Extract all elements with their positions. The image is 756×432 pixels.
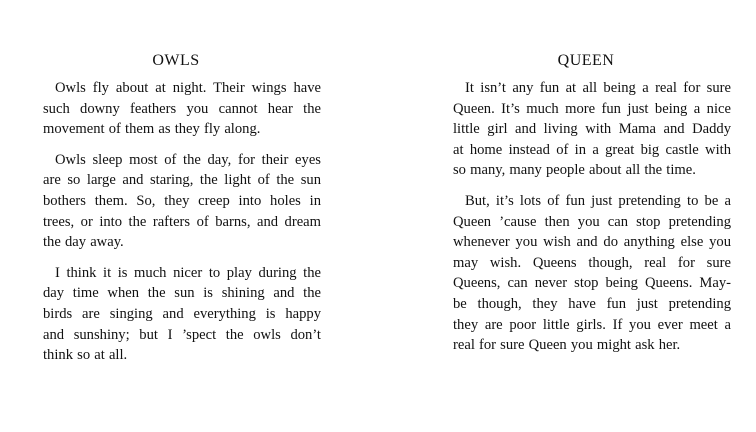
owls-paragraph-1 xyxy=(31,78,321,140)
text-line: But, it’s lots of fun just pretending to be a xyxy=(465,192,731,209)
text-line: are so large and staring, the light of the sun xyxy=(43,172,321,189)
text-line: may wish. Queens though, real for sure xyxy=(453,254,731,271)
text-line: so many, many people about all the time. xyxy=(453,162,696,179)
queen-title: QUEEN xyxy=(557,52,615,69)
right-column xyxy=(441,52,731,366)
queen-paragraph-2 xyxy=(441,191,731,356)
left-column xyxy=(31,52,321,376)
text-line: think so at all. xyxy=(43,347,128,364)
text-line: Queens, can never stop being Queens. May- xyxy=(453,275,731,292)
queen-paragraph-1 xyxy=(441,78,731,181)
text-line: I think it is much nicer to play during the xyxy=(55,264,321,281)
text-line: real for sure Queen you might ask her. xyxy=(453,337,681,354)
text-line: they are poor little girls. If you ever meet a xyxy=(453,316,731,333)
text-line: be though, they have fun just pretending xyxy=(453,295,731,312)
text-line: movement of them as they fly along. xyxy=(43,121,261,138)
owls-paragraph-2 xyxy=(31,150,321,253)
text-line: whenever you wish and do anything else you xyxy=(453,234,731,251)
text-line: It isn’t any fun at all being a real for sure xyxy=(465,80,731,96)
owls-title: OWLS xyxy=(152,52,200,69)
owls-paragraph-3 xyxy=(31,263,321,366)
text-line: trees, or into the rafters of barns, and dream xyxy=(43,213,321,230)
text-line: Owls fly about at night. Their wings have xyxy=(55,80,321,96)
text-line: bothers them. So, they creep into holes in xyxy=(43,192,321,209)
text-line: Queen ’cause then you can stop pretending xyxy=(453,213,731,230)
text-line: and sunshiny; but I ’spect the owls don’t xyxy=(43,326,321,343)
text-line: day time when the sun is shining and the xyxy=(43,285,321,302)
text-line: Owls sleep most of the day, for their eyes xyxy=(55,151,321,168)
text-line: little girl and living with Mama and Daddy xyxy=(453,121,731,138)
text-line: Queen. It’s much more fun just being a nice xyxy=(453,100,731,117)
text-line: the day away. xyxy=(43,234,124,251)
text-line: birds are singing and everything is happy xyxy=(43,305,321,322)
text-line: at home instead of in a great big castle with xyxy=(453,141,731,158)
text-line: such downy feathers you cannot hear the xyxy=(43,100,321,117)
